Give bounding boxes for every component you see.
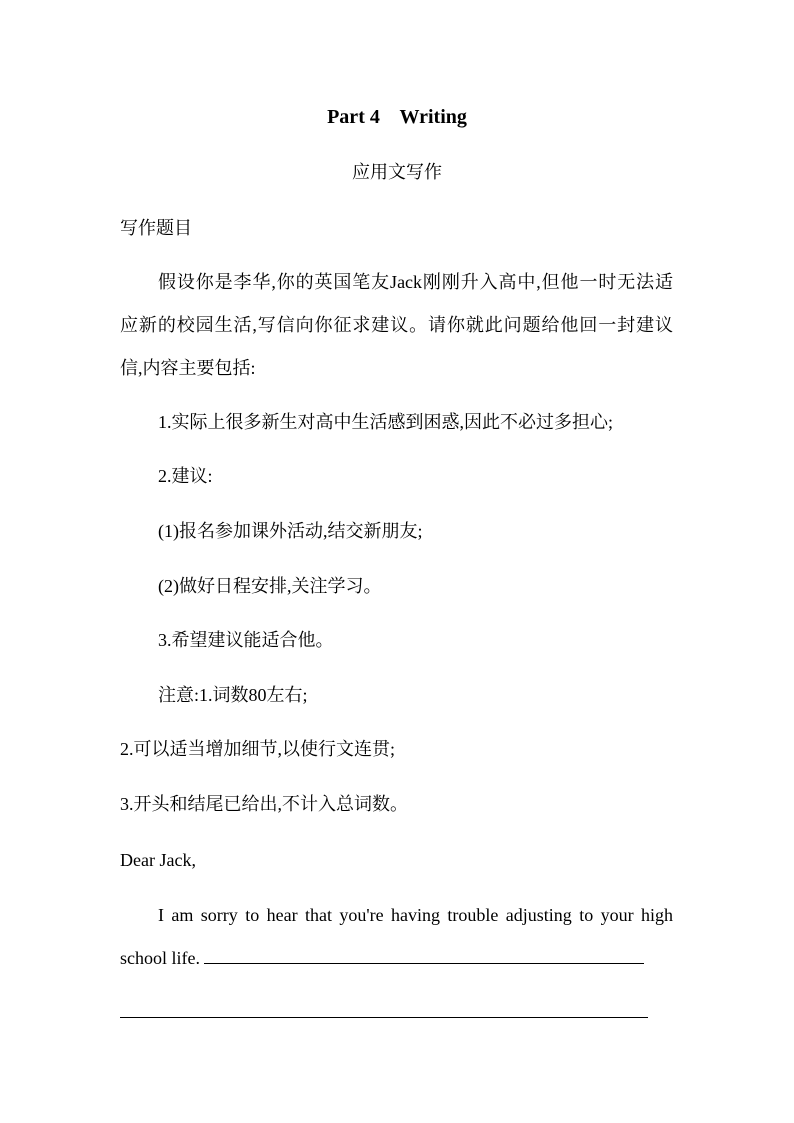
page-subtitle: 应用文写作 — [352, 162, 442, 182]
note-1: 注意:1.词数80左右; — [158, 685, 308, 705]
prompt-line-1: 假设你是李华,你的英国笔友Jack刚刚升入高中,但他一时无法适 — [158, 272, 673, 292]
note-3: 3.开头和结尾已给出,不计入总词数。 — [120, 794, 408, 814]
point-3: 3.希望建议能适合他。 — [158, 630, 334, 650]
answer-blank-line-2[interactable] — [120, 1017, 648, 1018]
letter-body-text: school life. — [120, 948, 200, 968]
note-2: 2.可以适当增加细节,以使行文连贯; — [120, 739, 395, 759]
letter-body-line-1: I am sorry to hear that you're having trouble adjusting to your high — [158, 905, 673, 925]
section-label: 写作题目 — [120, 218, 192, 238]
letter-body-line-2 — [120, 945, 644, 970]
point-2: 2.建议: — [158, 466, 213, 486]
answer-blank-line-1[interactable] — [204, 945, 644, 964]
letter-salutation: Dear Jack, — [120, 850, 196, 870]
prompt-line-3: 信,内容主要包括: — [120, 358, 256, 378]
point-2b: (2)做好日程安排,关注学习。 — [158, 576, 382, 596]
prompt-line-2: 应新的校园生活,写信向你征求建议。请你就此问题给他回一封建议 — [120, 315, 673, 335]
point-2a: (1)报名参加课外活动,结交新朋友; — [158, 521, 423, 541]
point-1: 1.实际上很多新生对高中生活感到困惑,因此不必过多担心; — [158, 412, 613, 432]
page-title: Part 4 Writing — [327, 106, 467, 128]
